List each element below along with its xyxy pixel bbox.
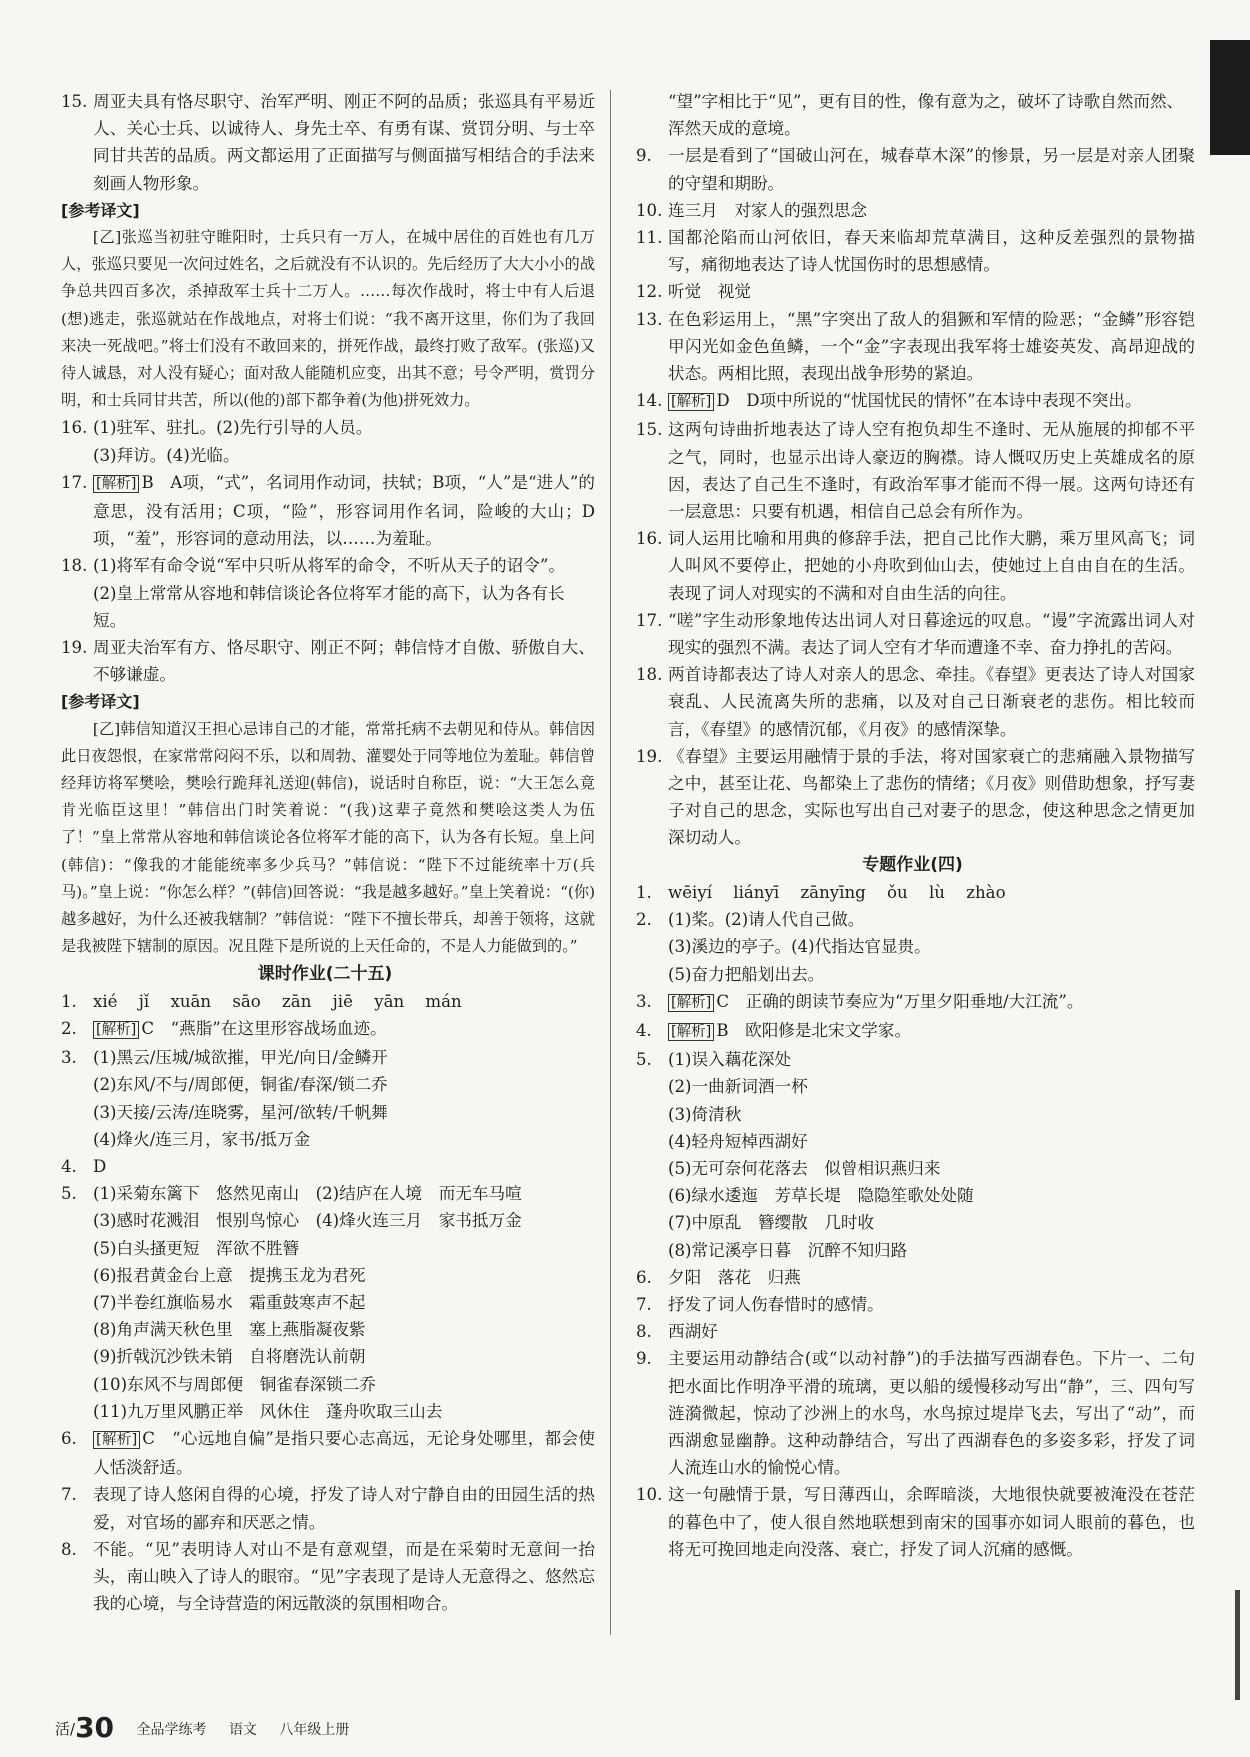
- answer-item: [55, 469, 595, 553]
- item-text: C “心远地自偏”是指只要心志高远，无论身处哪里，都会使人恬淡舒适。: [93, 1428, 595, 1478]
- item-text: 抒发了词人伤春惜时的感情。: [668, 1294, 884, 1314]
- item-text: 不能。“见”表明诗人对山不是有意观望，而是在采菊时无意间一抬头，南山映入了诗人的眼帘。“见”字表现了是诗人无意得之、悠然忘我的心境，与全诗营造的闲远散淡的氛围相吻合。: [93, 1539, 595, 1614]
- answer-item: [55, 1015, 595, 1044]
- item-text: (1)黑云/压城/城欲摧，甲光/向日/金鳞开: [93, 1048, 388, 1068]
- answer-item: [630, 988, 1195, 1017]
- answer-subline: (3)感时花溅泪 恨别鸟惊心 (4)烽火连三月 家书抵万金: [93, 1211, 522, 1231]
- item-number: 18.: [61, 556, 88, 576]
- answer-item: [630, 197, 1195, 224]
- answer-item: [630, 142, 1195, 196]
- analysis-tag: [解析]: [668, 994, 714, 1012]
- item-number: 5.: [61, 1184, 77, 1204]
- answer-item: [55, 1153, 595, 1180]
- item-number: 15.: [636, 420, 663, 440]
- translation-paragraph: [乙]韩信知道汉王担心忌讳自己的才能，常常托病不去朝见和侍从。韩信因此日夜怨恨，在家常常闷闷不乐，以和周勃、灌婴处于同等地位为羞耻。韩信曾经拜访将军樊哙，樊哙行跪拜礼送迎(韩信)，说话时自称臣，说：“大王怎么竟肯光临臣这里！”韩信出门时笑着说：“(我)这辈子竟然和樊哙这类人为伍了！”皇上常常从容地和韩信谈论各位将军才能的高下，认为各有长短。皇上问(韩信)：“像我的才能能统率多少兵马？”韩信说：“陛下不过能统率十万(兵马)。”皇上说：“你怎么样？”(韩信)回答说：“我是越多越好。”皇上笑着说：“(你)越多越好，为什么还被我辖制？”韩信说：“陛下不擅长带兵，却善于领将，这就是我被陛下辖制的原因。况且陛下是所说的上天任命的，不是人力能做到的。”: [61, 719, 595, 956]
- item-number: 16.: [636, 529, 663, 549]
- answer-subline: (5)无可奈何花落去 似曾相识燕归来: [668, 1158, 941, 1178]
- answer-item: [630, 1345, 1195, 1481]
- section-title: 专题作业(四): [862, 854, 963, 875]
- answer-subline: (11)九万里风鹏正举 风休住 蓬舟吹取三山去: [93, 1401, 443, 1421]
- answer-subline: (6)绿水逶迤 芳草长堤 隐隐笙歌处处随: [668, 1186, 974, 1206]
- right-column: [630, 88, 1195, 1563]
- item-text: (1)误入藕花深处: [668, 1050, 792, 1070]
- answer-item: [55, 1180, 595, 1207]
- answer-subline: (3)天接/云涛/连晓雾，星河/欲转/千帆舞: [93, 1102, 388, 1122]
- answer-item: [55, 1044, 595, 1071]
- item-number: 8.: [61, 1539, 77, 1559]
- item-number: 3.: [61, 1048, 77, 1068]
- answer-subline: (2)东风/不与/周郎便，铜雀/春深/锁二乔: [93, 1075, 388, 1095]
- answer-subline: (2)一曲新词酒一杯: [668, 1077, 808, 1097]
- item-number: 5.: [636, 1050, 652, 1070]
- left-column: [55, 88, 595, 1617]
- answer-item: [55, 1425, 595, 1481]
- section-title: 课时作业(二十五): [257, 963, 393, 984]
- footer-subject: 语文: [228, 1722, 257, 1738]
- item-number: 8.: [636, 1322, 652, 1342]
- answer-subline: (9)折戟沉沙铁未销 自将磨洗认前朝: [93, 1347, 366, 1367]
- item-number: 4.: [61, 1156, 77, 1176]
- footer-book: 全品学练考: [136, 1722, 207, 1738]
- answer-item: [630, 224, 1195, 278]
- reference-heading: [参考译文]: [61, 200, 140, 220]
- item-text: B A项，“式”，名词用作动词，扶轼；B项，“人”是“进人”的意思，没有活用；C项，“险”，形容词用作名词，险峻的大山；D项，“羞”，形容词的意动用法，以……为羞耻。: [93, 472, 595, 549]
- item-text: xié jǐ xuān sāo zān jiē yān mán: [93, 991, 462, 1011]
- item-number: 18.: [636, 665, 663, 685]
- analysis-tag: [解析]: [93, 1021, 139, 1039]
- answer-subline: (4)烽火/连三月，家书/抵万金: [93, 1129, 311, 1149]
- answer-item: [630, 661, 1195, 743]
- item-number: 6.: [636, 1267, 652, 1287]
- item-number: 16.: [61, 418, 88, 438]
- answer-item: [630, 1264, 1195, 1291]
- analysis-tag: [解析]: [93, 1431, 140, 1449]
- analysis-tag: [解析]: [668, 393, 714, 411]
- item-text: 在色彩运用上，“黑”字突出了敌人的猖獗和军情的险恶；“金鳞”形容铠甲闪光如金色鱼鳞，一个“金”字表现出我军将士雄姿英发、高昂迎战的状态。两相比照，表现出战争形势的紧迫。: [668, 309, 1195, 384]
- item-number: 12.: [636, 282, 663, 302]
- item-text: D: [93, 1156, 107, 1176]
- answer-subline: (7)中原乱 簪缨散 几时收: [668, 1213, 875, 1233]
- item-text: 两首诗都表达了诗人对亲人的思念、牵挂。《春望》更表达了诗人对国家衰乱、人民流离失所的悲痛，以及对自己日渐衰老的悲伤。相比较而言，《春望》的感情沉郁，《月夜》的感情深挚。: [668, 665, 1195, 739]
- item-text: C 正确的朗读节奏应为“万里夕阳垂地/大江流”。: [716, 991, 1084, 1011]
- answer-item: [630, 879, 1195, 906]
- item-number: 3.: [636, 991, 652, 1011]
- footer-grade: 八年级上册: [279, 1722, 350, 1738]
- item-text: 听觉 视觉: [668, 282, 751, 302]
- item-text: 表现了诗人悠闲自得的心境，抒发了诗人对宁静自由的田园生活的热爱，对官场的鄙弃和厌恶之情。: [93, 1485, 595, 1532]
- item-text: 周亚夫具有恪尽职守、治军严明、刚正不阿的品质；张巡具有平易近人、关心士兵、以诚待人、身先士卒、有勇有谋、赏罚分明、与士卒同甘共苦的品质。两文都运用了正面描写与侧面描写相结合的手法来刻画人物形象。: [93, 92, 595, 193]
- answer-subline: (6)报君黄金台上意 提携玉龙为君死: [93, 1265, 366, 1285]
- answer-subline: (5)白头搔更短 浑欲不胜簪: [93, 1238, 300, 1258]
- reference-heading: [参考译文]: [61, 692, 140, 712]
- answer-item: [630, 387, 1195, 416]
- item-number: 6.: [61, 1428, 77, 1448]
- item-number: 19.: [61, 638, 88, 658]
- page-edge-mark: [1235, 1590, 1240, 1700]
- answer-item: [630, 607, 1195, 661]
- answer-subline: (4)轻舟短棹西湖好: [668, 1131, 808, 1151]
- footer-prefix: 活/: [55, 1720, 76, 1738]
- answer-item: [630, 278, 1195, 305]
- item-text: (1)将军有命令说“军中只听从将军的命令，不听从天子的诏令”。: [93, 556, 565, 576]
- page-edge-tab: [1210, 40, 1250, 155]
- item-number: 2.: [61, 1018, 77, 1038]
- answer-item: [630, 416, 1195, 525]
- item-number: 7.: [61, 1485, 77, 1505]
- answer-item: [630, 743, 1195, 852]
- answer-subline: (2)皇上常常从容地和韩信谈论各位将军才能的高下，认为各有长短。: [93, 583, 565, 630]
- answer-item: [630, 525, 1195, 607]
- item-text: 词人运用比喻和用典的修辞手法，把自己比作大鹏，乘万里风高飞；词人叫风不要停止，把她的小舟吹到仙山去，使她过上自由自在的生活。表现了词人对现实的不满和对自由生活的向往。: [668, 529, 1195, 603]
- answer-subline: “望”字相比于“见”，更有目的性，像有意为之，破坏了诗歌自然而然、浑然天成的意境。: [668, 92, 1184, 139]
- answer-subline: (3)溪边的亭子。(4)代指达官显贵。: [668, 937, 931, 957]
- answer-item: [630, 1291, 1195, 1318]
- answer-item: [630, 1017, 1195, 1046]
- item-number: 7.: [636, 1294, 652, 1314]
- answer-subline: (7)半卷红旗临易水 霜重鼓寒声不起: [93, 1292, 366, 1312]
- answer-item: [55, 1481, 595, 1535]
- answer-item: [630, 1046, 1195, 1073]
- item-number: 9.: [636, 1349, 652, 1369]
- answer-item: [630, 306, 1195, 388]
- item-number: 9.: [636, 146, 652, 166]
- analysis-tag: [解析]: [668, 1023, 714, 1041]
- translation-paragraph: [乙]张巡当初驻守睢阳时，士兵只有一万人，在城中居住的百姓也有几万人，张巡只要见一次问过姓名，之后就没有不认识的。先后经历了大大小小的战争总共四百多次，杀掉敌军士兵十二万人。……每次作战时，将士中有人后退(想)逃走，张巡就站在作战地点，对将士们说：“我不离开这里，你们为了我回来决一死战吧。”将士们没有不敢回来的，拼死作战，最终打败了敌军。(张巡)又待人诚恳，对人没有疑心；面对敌人能随机应变，出其不意；号令严明，赏罚分明，和士兵同甘共苦，所以(他的)部下都争着(为他)拼死效力。: [61, 228, 595, 410]
- item-number: 1.: [636, 882, 652, 902]
- item-text: B 欧阳修是北宋文学家。: [716, 1020, 912, 1040]
- item-number: 17.: [636, 610, 663, 630]
- item-text: 夕阳 落花 归燕: [668, 1267, 801, 1287]
- item-number: 14.: [636, 391, 663, 411]
- item-number: 10.: [636, 1485, 663, 1505]
- answer-subline: (5)奋力把船划出去。: [668, 964, 825, 984]
- answer-item: [630, 906, 1195, 933]
- column-divider: [610, 90, 611, 1635]
- item-number: 1.: [61, 991, 77, 1011]
- item-number: 17.: [61, 472, 88, 492]
- item-text: 《春望》主要运用融情于景的手法，将对国家衰亡的悲痛融入景物描写之中，甚至让花、鸟都染上了悲伤的情绪；《月夜》则借助想象，抒写妻子对自己的思念，实际也写出自己对妻子的思念，使这种思念之情更加深切动人。: [668, 746, 1195, 848]
- answer-subline: (3)拜访。(4)光临。: [93, 445, 240, 465]
- answer-item: [55, 988, 595, 1015]
- item-text: 这两句诗曲折地表达了诗人空有抱负却生不逢时、无从施展的抑郁不平之气，同时，也显示出诗人豪迈的胸襟。诗人慨叹历史上英雄成名的原因，表达了自己生不逢时，有政治军事才能而不得一展。这两句诗还有一层意思：只要有机遇，相信自己总会有所作为。: [668, 420, 1195, 522]
- item-number: 11.: [636, 228, 663, 248]
- item-text: 主要运用动静结合(或“以动衬静”)的手法描写西湖春色。下片一、二句把水面比作明净平滑的琉璃，更以船的缓慢移动写出“静”，三、四句写涟漪微起，惊动了沙洲上的水鸟，水鸟掠过堤岸飞去，写出了“动”，而西湖愈显幽静。这种动静结合，写出了西湖春色的多姿多彩，抒发了词人流连山水的愉悦心情。: [668, 1349, 1195, 1478]
- answer-subline: (8)常记溪亭日暮 沉醉不知归路: [668, 1240, 908, 1260]
- item-number: 2.: [636, 910, 652, 930]
- item-text: 这一句融情于景，写日薄西山，余晖暗淡，大地很快就要被淹没在苍茫的暮色中了，使人很自然地联想到南宋的国事亦如词人眼前的暮色，也将无可挽回地走向没落、衰亡，抒发了词人沉痛的感慨。: [668, 1485, 1195, 1559]
- answer-item: [630, 1318, 1195, 1345]
- answer-item: [55, 552, 595, 579]
- item-text: (1)采菊东篱下 悠然见南山 (2)结庐在人境 而无车马喧: [93, 1184, 522, 1204]
- page-number: 30: [75, 1711, 115, 1744]
- item-text: 国都沦陷而山河依旧，春天来临却荒草满目，这种反差强烈的景物描写，痛彻地表达了诗人忧国伤时的思想感情。: [668, 228, 1195, 275]
- answer-item: [630, 1481, 1195, 1563]
- item-text: D D项中所说的“忧国忧民的情怀”在本诗中表现不突出。: [716, 391, 1142, 411]
- answer-subline: (8)角声满天秋色里 塞上燕脂凝夜紫: [93, 1320, 366, 1340]
- item-text: wēiyí liányī zānyīng ǒu lù zhào: [668, 882, 1006, 902]
- item-number: 4.: [636, 1020, 652, 1040]
- item-number: 10.: [636, 200, 663, 220]
- answer-item: [55, 414, 595, 441]
- item-text: “嗟”字生动形象地传达出词人对日暮途远的叹息。“谩”字流露出词人对现实的强烈不满。表达了词人空有才华而遭逢不幸、奋力挣扎的苦闷。: [668, 610, 1195, 658]
- item-text: 周亚夫治军有方、恪尽职守、刚正不阿；韩信恃才自傲、骄傲自大、不够谦虚。: [93, 638, 595, 685]
- item-text: 连三月 对家人的强烈思念: [668, 200, 868, 220]
- item-text: (1)桨。(2)请人代自己做。: [668, 910, 865, 930]
- item-number: 13.: [636, 309, 663, 329]
- item-text: (1)驻军、驻扎。(2)先行引导的人员。: [93, 418, 373, 438]
- item-text: 西湖好: [668, 1322, 718, 1342]
- answer-item: [55, 88, 595, 197]
- item-text: C “燕脂”在这里形容战场血迹。: [141, 1018, 387, 1038]
- answer-subline: (3)倚清秋: [668, 1104, 742, 1124]
- item-number: 19.: [636, 746, 663, 766]
- answer-item: [55, 634, 595, 688]
- answer-subline: (10)东风不与周郎便 铜雀春深锁二乔: [93, 1374, 376, 1394]
- answer-item: [55, 1536, 595, 1618]
- page-footer: [55, 1711, 349, 1744]
- analysis-tag: [解析]: [93, 475, 139, 493]
- item-number: 15.: [61, 92, 88, 111]
- item-text: 一层是看到了“国破山河在，城春草木深”的惨景，另一层是对亲人团聚的守望和期盼。: [668, 146, 1195, 193]
